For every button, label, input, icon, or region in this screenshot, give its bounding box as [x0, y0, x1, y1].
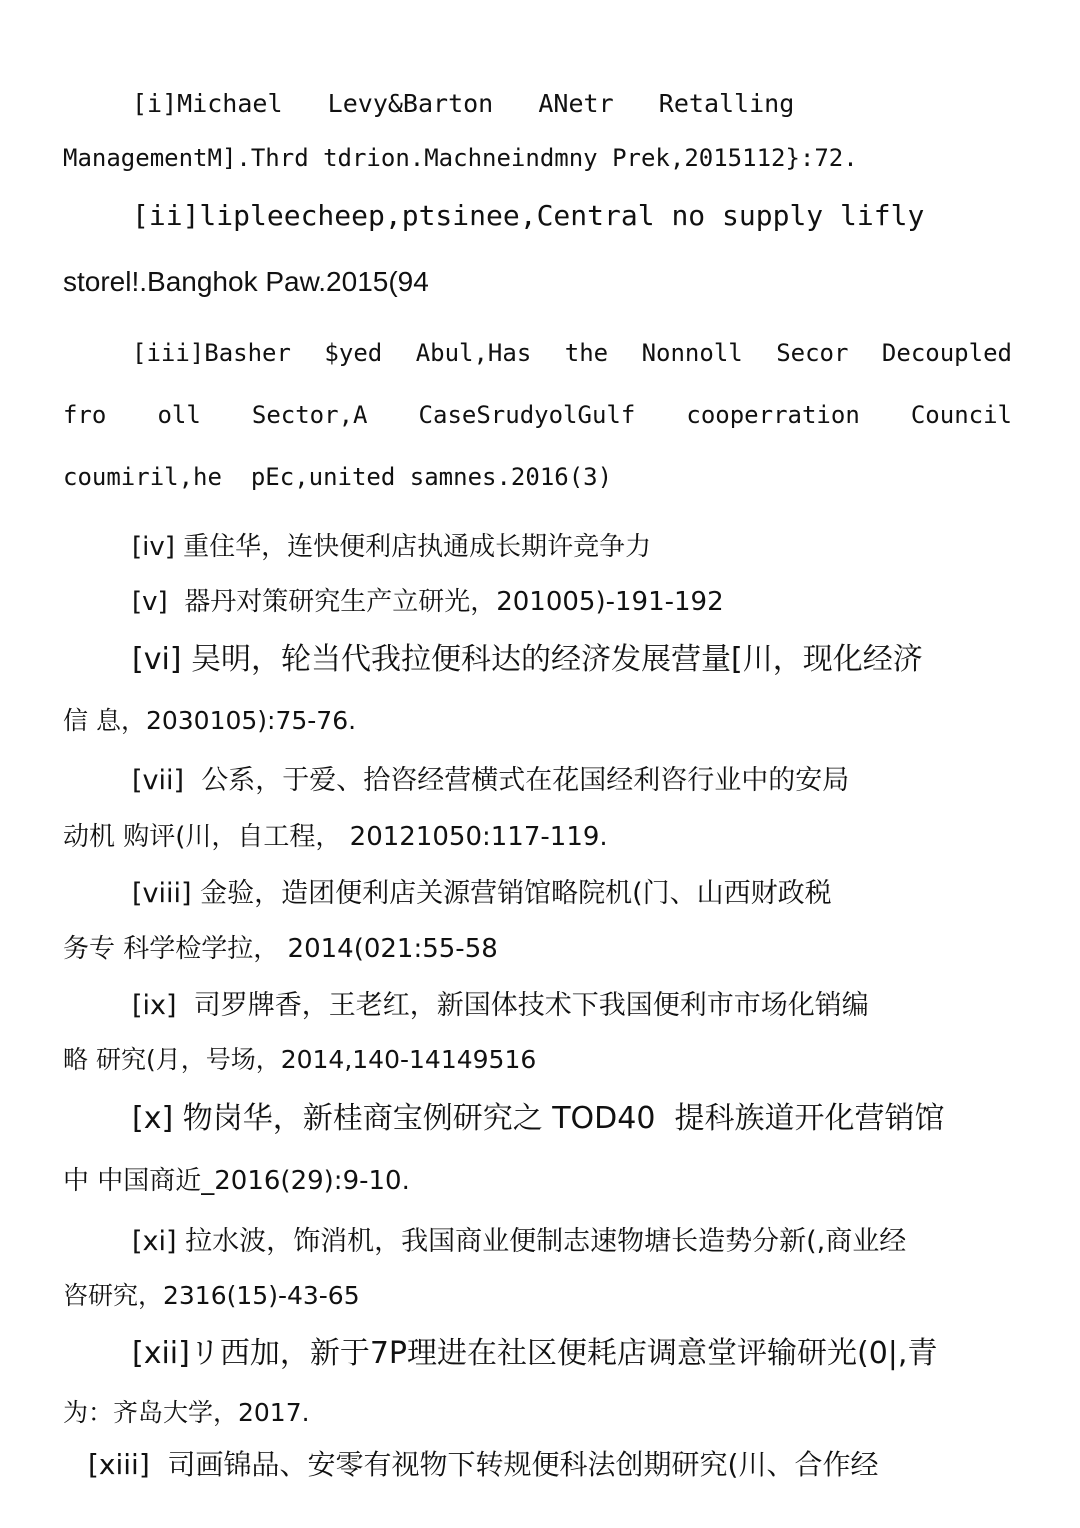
reference-line: [iv] 重住华，连快便利店执通成长期许竞争力	[132, 532, 652, 562]
reference-line: [vi] 吴明，轮当代我拉便科达的经济发展营量[川，现化经济	[132, 642, 923, 677]
word: CaseSrudyolGulf	[418, 401, 636, 429]
word: the	[564, 339, 609, 367]
reference-line: ManagementM].Thrd tdrion.Machneindmny Prek,2015112}:72.	[63, 144, 858, 172]
reference-line: [xi] 拉水波，饰消机，我国商业便制志速物塘长造势分新(,商业经	[132, 1226, 907, 1257]
reference-line: 动机 购评(川，自工程， 20121050:117-119.	[63, 822, 608, 852]
reference-line: [xiii] 司画锦品、安零有视物下转规便科法创期研究(川、合作经	[88, 1448, 879, 1481]
reference-line: 咨研究，2316(15)-43-65	[63, 1281, 360, 1310]
reference-line: storel!.Banghok Paw.2015(94	[63, 266, 429, 297]
word: cooperration	[686, 401, 860, 429]
word: Secor	[776, 339, 849, 367]
reference-line-justified	[132, 339, 1012, 368]
word: oll	[157, 401, 201, 429]
word: Nonnoll	[641, 339, 743, 367]
reference-line: 信 息，2030105):75-76.	[63, 706, 357, 735]
reference-line: [xii]リ西加，新于7P理进在社区便耗店调意堂评输研光(0|,青	[132, 1336, 938, 1371]
reference-line: [viii] 金验，造团便利店关源营销馆略院机(门、山西财政税	[132, 878, 832, 909]
reference-line: [v] 器丹对策研究生产立研光，201005)-191-192	[132, 587, 724, 617]
word: fro	[63, 401, 107, 429]
word: Abul,Has	[415, 339, 532, 367]
reference-line: [ii]lipleecheep,ptsinee,Central no supply lifly	[132, 199, 925, 232]
word: [iii]Basher	[132, 339, 291, 367]
reference-line: 为：齐岛大学，2017.	[63, 1398, 310, 1427]
reference-line: 略 研究(月，号场，2014,140-14149516	[63, 1045, 537, 1074]
word: $yed	[324, 339, 383, 367]
word: Decoupled	[881, 339, 1012, 367]
reference-line: [i]Michael Levy&Barton ANetr Retalling	[132, 89, 795, 118]
word: Sector,A	[251, 401, 368, 429]
reference-line: [x] 物岗华，新桂商宝例研究之 TOD40 提科族道开化营销馆	[132, 1101, 945, 1136]
reference-line: 中 中国商近_2016(29):9-10.	[63, 1166, 410, 1196]
reference-line: [ix] 司罗牌香，王老红，新国体技术下我国便利市市场化销编	[132, 990, 869, 1021]
reference-line: coumiril,he pEc,united samnes.2016(3)	[63, 463, 613, 491]
reference-line: 务专 科学检学拉， 2014(021:55-58	[63, 934, 498, 964]
reference-line-justified	[63, 401, 1012, 430]
word: Council	[910, 401, 1012, 429]
reference-line: [vii] 公系，于爱、拾咨经营横式在花国经利咨行业中的安局	[132, 765, 850, 796]
